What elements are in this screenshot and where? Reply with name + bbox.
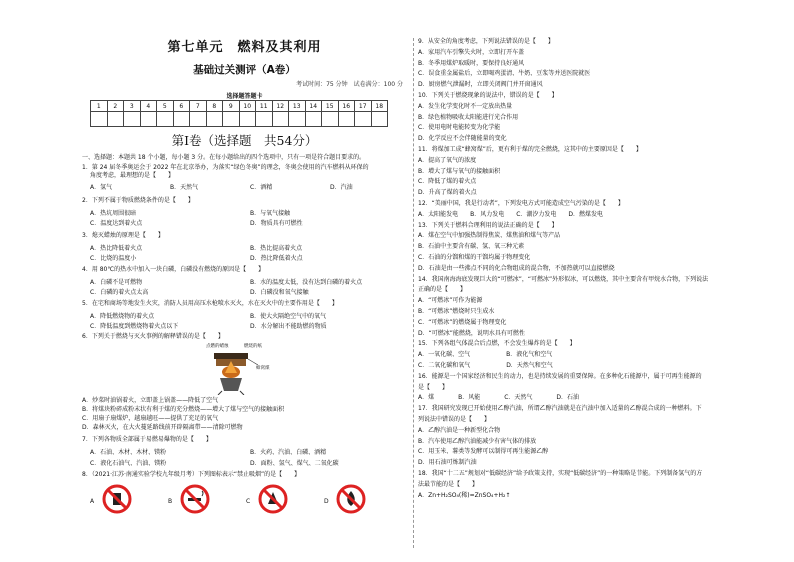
right-line: C．“可燃冰”的燃烧属于物理变化 — [418, 318, 507, 326]
right-line: A．家用汽车引擎失火时，立即打开车盖 — [418, 48, 525, 56]
no-fireworks-sign-icon — [258, 484, 288, 514]
q2-option-a: A．热坑周围很暗 — [90, 210, 137, 217]
answer-blank-cell[interactable] — [190, 112, 207, 127]
right-line: A．Zn+H₂SO₄(稀)=ZnSO₄+H₂↑ — [418, 491, 511, 499]
q1-option-d: D．汽油 — [330, 184, 353, 191]
right-line: C．用玉米、薯类等发酵可以制得可再生能源乙醇 — [418, 448, 549, 456]
right-line: C．二氧化碳和氧气 D．天然气和空气 — [418, 362, 553, 369]
answer-blank-cell[interactable] — [140, 112, 157, 127]
answer-blank-cell[interactable] — [223, 112, 240, 127]
right-line: D．“可燃冰”能燃烧，说明水具有可燃性 — [418, 329, 525, 337]
q6-option-d: D．森林灭火，在大火蔓延路线前开辟隔离带——清除可燃物 — [82, 424, 243, 431]
right-line: A．煤 B．风能 C．天然气 D．石油 — [418, 394, 580, 402]
right-line: C．误食重金属盐后，立即喝鸡蛋清、牛奶、豆浆等并送医院就医 — [418, 70, 591, 78]
sign-label-c: C — [246, 498, 251, 505]
q1-option-c: C．酒精 — [250, 184, 273, 191]
right-line: C．石油的分馏和煤的干馏均属于物理变化 — [418, 254, 531, 261]
fig-label-candle: 点燃的蜡烛 — [206, 344, 229, 349]
page-title: 第七单元 燃料及其利用 — [167, 40, 322, 55]
q4-option-c: C．白磷的着火点太高 — [90, 289, 149, 296]
q7-option-a: A．石油、木材、木材、镁粉 — [90, 449, 167, 456]
column-divider — [413, 38, 414, 548]
right-column — [418, 0, 744, 562]
right-line: 16．能源是一个国家经济和民生的动力，也是持续发展的重要保障。在多种化石能源中，属于可再生能源的 — [418, 372, 702, 380]
answer-blank-cell[interactable] — [239, 112, 256, 127]
answer-number-cell: 15 — [322, 101, 339, 112]
burning-apparatus-figure — [206, 343, 290, 395]
q1-option-a: A．氢气 — [90, 184, 113, 191]
right-line: B．增大了煤与氧气的接触面积 — [418, 167, 501, 175]
section-title: 第Ⅰ卷（选择题 共54分） — [171, 133, 318, 148]
stove-drawing — [208, 349, 258, 395]
right-line: 9．从安全的角度考虑，下列说法错误的是【 】 — [418, 38, 554, 45]
answer-blank-cell[interactable] — [338, 112, 355, 127]
answer-number-cell: 14 — [305, 101, 322, 112]
right-line: 12．“美丽中国，我是行动者”，下列发电方式可能造成空气污染的是【 】 — [418, 200, 624, 207]
sign-label-b: B — [168, 498, 173, 505]
answer-number-row — [91, 101, 388, 112]
sign-label-a: A — [90, 498, 95, 505]
question-1: 1．第 24 届冬季奥运会于 2022 年在北京举办，为落实“绿色冬奥”的理念，冬奥会使用的汽车燃料从环保的 — [82, 164, 369, 171]
q4-option-d: D．白磷没和氧气接触 — [250, 289, 309, 296]
right-line: C．降低了煤的着火点 — [418, 178, 477, 186]
answer-number-cell: 5 — [157, 101, 174, 112]
q5-option-a: A．降低燃烧物的着火点 — [90, 313, 155, 320]
answer-blank-cell[interactable] — [157, 112, 174, 127]
right-line: 11．将煤加工成“蜂窝煤”后，更有利于煤的完全燃烧，这其中的主要原因是【 】 — [418, 146, 642, 153]
exam-meta: 考试时间：75 分钟 试卷满分：100 分 — [296, 81, 403, 88]
page-subtitle: 基础过关测评（A卷） — [193, 64, 296, 76]
q4-option-b: B．水的温度太低，没有达到白磷的着火点 — [250, 279, 363, 286]
answer-number-cell: 10 — [239, 101, 256, 112]
answer-blank-cell[interactable] — [107, 112, 124, 127]
right-line: B．冬季用煤炉取暖时，要保持良好通风 — [418, 59, 525, 67]
q7-option-d: D．面粉、氢气、煤气、二氧化碳 — [250, 460, 339, 467]
question-8: 8．（2021·江苏·南通实验学校九年级月考）下列图标表示“禁止吸烟”的是【 】 — [82, 471, 301, 478]
right-line: 14．我国南海海底发现巨大的“可燃冰”，“可燃冰”外形似冰，可以燃烧，其中主要含有甲烷水合物，下列说法 — [418, 275, 709, 283]
answer-blank-cell[interactable] — [272, 112, 289, 127]
right-line: B．绿色植物吸收太阳能进行光合作用 — [418, 113, 519, 121]
q2-option-c: C．温度达到着火点 — [90, 220, 143, 227]
right-line: D．石油是由一些沸点不同的化合物组成的混合物，不加热就可以直接燃烧 — [418, 264, 615, 272]
answer-blank-cell[interactable] — [173, 112, 190, 127]
answer-number-cell: 12 — [272, 101, 289, 112]
no-fire-sign-icon — [336, 484, 366, 514]
answer-number-cell: 1 — [91, 101, 108, 112]
right-line: C．使用电时电能转变为化学能 — [418, 124, 501, 132]
right-line: 18．我国“十二五”规划对“低碳经济”给予政策支持，实现“低碳经济”的一种策略是节能。下列制备氢气的方 — [418, 470, 703, 477]
right-line: A．“可燃冰”可作为能源 — [418, 297, 483, 305]
right-line: D．化学反应不会伴随能量的变化 — [418, 135, 507, 143]
answer-number-cell: 11 — [256, 101, 273, 112]
q7-option-b: B．火药、汽油、白磷、酒精 — [250, 449, 327, 456]
answer-number-cell: 6 — [173, 101, 190, 112]
right-line: 15．下列各组气体混合后点燃，不会发生爆炸的是【 】 — [418, 340, 576, 348]
q6-option-c: C．用扇子扇煤炉，越扇越旺——提供了充足的氧气 — [82, 415, 219, 422]
sign-images — [90, 484, 390, 518]
answer-number-cell: 4 — [140, 101, 157, 112]
q7-option-c: C．液化石油气、汽油、镁粉 — [90, 460, 167, 467]
right-line: D．用石油可炼制汽油 — [418, 459, 477, 467]
answer-number-cell: 13 — [289, 101, 306, 112]
answer-blank-cell[interactable] — [91, 112, 108, 127]
q6-option-b: B．将煤块粉碎成粉末状有利于煤的充分燃烧——增大了煤与空气的接触面积 — [82, 406, 285, 413]
question-2: 2．下列不属于物质燃烧条件的是【 】 — [82, 197, 194, 204]
question-1-cont: 角度考虑，最理想的是【 】 — [90, 172, 175, 179]
right-line: 列说法中错误的是【 】 — [418, 416, 491, 423]
answer-number-cell: 17 — [355, 101, 372, 112]
answer-number-cell: 7 — [190, 101, 207, 112]
fig-label-paper: 燃烧的纸 — [244, 344, 262, 349]
q6-option-a: A．炒菜时油锅着火，立即盖上锅盖——降低了空气 — [82, 397, 219, 404]
right-line: A．太阳能发电 B．风力发电 C．潮汐力发电 D．燃煤发电 — [418, 210, 604, 218]
right-line: A．一氧化碳、空气 B．液化气和空气 — [418, 351, 553, 359]
answer-card-label: 选择题答题卡 — [226, 93, 263, 100]
answer-number-cell: 8 — [206, 101, 223, 112]
answer-number-cell: 2 — [107, 101, 124, 112]
right-line: A．煤在空气中加强热制得焦炭、煤焦油和煤气等产品 — [418, 232, 561, 240]
right-line: B．“可燃冰”燃烧时只生成水 — [418, 308, 495, 315]
q3-option-a: A．热比降低着火点 — [90, 245, 143, 252]
answer-blank-cell[interactable] — [305, 112, 322, 127]
right-line: 17．我国研究发现已开始使用乙醇汽油，所谓乙醇汽油就是在汽油中加入适量的乙醇混合成的一种燃料。下 — [418, 405, 702, 413]
right-line: B．汽车使用乙醇汽油能减少有害气体的排放 — [418, 437, 537, 445]
no-open-flame-sign-icon — [102, 484, 132, 514]
answer-blank-cell[interactable] — [289, 112, 306, 127]
q1-option-b: B．天然气 — [170, 184, 199, 191]
question-5: 5．在宅和商场等地发生火灾，消防人员用高压水枪喷水灭火，水在灭火中的主要作用是【 】 — [82, 300, 338, 307]
q3-option-d: D．热比降低着火点 — [250, 255, 303, 262]
fig-label-coal: 蜂窝煤 — [256, 366, 270, 371]
right-line: D．升高了煤的着火点 — [418, 189, 477, 197]
right-line: 10．下列关于燃烧现象的说法中，错误的是【 】 — [418, 92, 558, 99]
q2-option-d: D．物质具有可燃性 — [250, 220, 303, 227]
q5-option-b: B．使大火隔绝空气中的氧气 — [250, 313, 327, 320]
no-smoking-sign-icon — [180, 484, 210, 514]
right-line: A．乙醇汽油是一种新型化合物 — [418, 426, 501, 434]
answer-number-cell: 16 — [338, 101, 355, 112]
instruction: 一、选择题：本题共 18 个小题，每小题 3 分。在每小题给出的四个选项中，只有一项是符合题目要求的。 — [82, 154, 366, 161]
q3-option-b: B．热比提高着火点 — [250, 245, 303, 252]
q4-option-a: A．白磷不是可燃物 — [90, 279, 143, 286]
right-line: A．提高了氧气的浓度 — [418, 156, 477, 164]
right-line: 13．下列关于燃料合理利用的说法正确的是【 】 — [418, 221, 558, 229]
answer-card-grid — [90, 100, 388, 127]
right-line: 法最节能的是【 】 — [418, 480, 479, 488]
right-line: 正确的是【 】 — [418, 286, 467, 294]
answer-number-cell: 3 — [124, 101, 141, 112]
answer-blank-cell[interactable] — [206, 112, 223, 127]
sign-label-d: D — [324, 498, 329, 505]
q3-option-c: C．比烧的温度小 — [90, 255, 137, 262]
q5-option-d: D．水分解出不能助燃的物质 — [250, 323, 327, 330]
question-7: 7．下列各物质全部属于易燃易爆物的是【 】 — [82, 436, 212, 443]
question-6: 6．下列关于燃烧与灭火事例的解释错误的是【 】 — [82, 333, 224, 340]
answer-number-cell: 18 — [371, 101, 388, 112]
right-line: 是【 】 — [418, 383, 449, 391]
q5-option-c: C．降低温度到燃烧物着火点以下 — [90, 323, 179, 330]
left-column — [82, 0, 407, 562]
right-line: A．发生化学变化时不一定放出热量 — [418, 102, 513, 110]
question-3: 3．熄灭蜡烛的原理是【 】 — [82, 232, 164, 239]
answer-blank-cell[interactable] — [256, 112, 273, 127]
answer-blank-cell[interactable] — [355, 112, 372, 127]
answer-blank-cell[interactable] — [124, 112, 141, 127]
answer-number-cell: 9 — [223, 101, 240, 112]
right-line: B．石油中主要含有碳、氢、氧三种元素 — [418, 243, 525, 251]
q2-option-b: B．与氧气接触 — [250, 210, 291, 217]
answer-blank-cell[interactable] — [371, 112, 388, 127]
answer-blank-cell[interactable] — [322, 112, 339, 127]
question-4: 4．用 80℃的热水中加入一块白磷，白磷没有燃烧的原因是【 】 — [82, 266, 265, 273]
right-line: D．厨房燃气泄漏时，立即关闭阀门并开窗通风 — [418, 81, 543, 89]
answer-blank-row — [91, 112, 388, 127]
